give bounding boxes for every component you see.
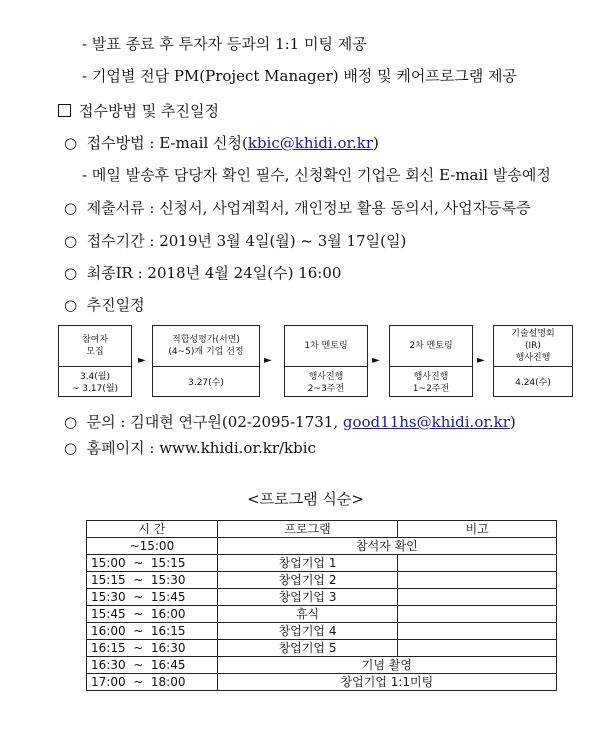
contact-close: ): [509, 413, 516, 431]
circle-bullet-icon: ○: [64, 232, 78, 250]
circle-bullet-icon: ○: [64, 413, 78, 431]
section-title-text: 접수방법 및 추진일정: [79, 102, 219, 120]
note-cell: [398, 572, 557, 589]
note-cell: [398, 589, 557, 606]
table-row: [87, 555, 557, 572]
col-header-note: 비고: [398, 521, 557, 538]
flow-step-date: 4.24(수): [515, 377, 551, 388]
arrow-right-icon: ►: [264, 355, 272, 366]
final-ir: [64, 263, 341, 283]
table-row: [87, 538, 557, 555]
checkbox-square-icon: [58, 104, 71, 117]
time-cell: 16:00 ~ 16:15: [87, 623, 218, 640]
table-row: [87, 657, 557, 674]
table-header-row: [87, 521, 557, 538]
time-cell: 15:00 ~ 15:15: [87, 555, 218, 572]
flow-step-1: [58, 325, 132, 397]
flow-step-3: [284, 325, 368, 397]
schedule-label-text: 추진일정: [86, 296, 145, 314]
circle-bullet-icon: ○: [64, 199, 78, 217]
flow-step-date: 3.27(수): [188, 377, 224, 388]
note-cell: [398, 555, 557, 572]
note-cell: [398, 623, 557, 640]
program-cell: 기념 촬영: [217, 657, 556, 674]
period: [64, 231, 406, 251]
circle-bullet-icon: ○: [64, 264, 78, 282]
table-row: [87, 589, 557, 606]
bullet-pm: - 기업별 전담 PM(Project Manager) 배정 및 케어프로그램 제공: [82, 67, 518, 85]
flow-step-date: 행사진행 1~2주전: [412, 371, 450, 394]
time-cell: 15:15 ~ 15:30: [87, 572, 218, 589]
table-row: [87, 623, 557, 640]
time-cell: 15:45 ~ 16:00: [87, 606, 218, 623]
homepage: [64, 438, 316, 458]
program-cell: 창업기업 3: [217, 589, 398, 606]
col-header-program: 프로그램: [217, 521, 398, 538]
program-title: <프로그램 식순>: [247, 490, 364, 508]
apply-note: - 메일 발송후 담당자 확인 필수, 신청확인 기업은 회신 E-mail 발송예정: [82, 166, 551, 184]
final-ir-text: 최종IR : 2018년 4월 24일(수) 16:00: [86, 264, 342, 282]
section-title: [58, 101, 219, 121]
circle-bullet-icon: ○: [64, 134, 78, 152]
flow-step-title: 참여자 모집: [59, 326, 131, 367]
time-cell: 15:30 ~ 15:45: [87, 589, 218, 606]
table-row: [87, 674, 557, 691]
note-cell: [398, 606, 557, 623]
program-cell: 창업기업 1:1미팅: [217, 674, 556, 691]
program-cell: 창업기업 1: [217, 555, 398, 572]
schedule-label: [64, 295, 145, 315]
contact-label: 문의 : 김대현 연구원(02-2095-1731,: [86, 413, 343, 431]
note-cell: [398, 640, 557, 657]
docs-text: 제출서류 : 신청서, 사업계획서, 개인정보 활용 동의서, 사업자등록증: [86, 199, 531, 217]
apply-close: ): [373, 134, 379, 152]
contact: [64, 412, 516, 432]
table-row: [87, 606, 557, 623]
time-cell: 17:00 ~ 18:00: [87, 674, 218, 691]
program-table: [86, 520, 557, 691]
arrow-right-icon: ►: [477, 355, 485, 366]
period-text: 접수기간 : 2019년 3월 4일(월) ~ 3월 17일(일): [86, 232, 407, 250]
program-cell: 참석자 확인: [217, 538, 556, 555]
apply-label: 접수방법 : E-mail 신청(: [86, 134, 248, 152]
contact-email-link[interactable]: good11hs@khidi.or.kr: [342, 413, 510, 431]
time-cell: 16:30 ~ 16:45: [87, 657, 218, 674]
arrow-right-icon: ►: [138, 355, 146, 366]
arrow-right-icon: ►: [372, 355, 380, 366]
circle-bullet-icon: ○: [64, 296, 78, 314]
time-cell: ~15:00: [87, 538, 218, 555]
program-cell: 창업기업 4: [217, 623, 398, 640]
flow-step-5: [493, 325, 573, 397]
time-cell: 16:15 ~ 16:30: [87, 640, 218, 657]
flow-step-date: 행사진행 2~3주전: [307, 371, 345, 394]
docs: [64, 198, 531, 218]
program-cell: 창업기업 5: [217, 640, 398, 657]
apply-email-link[interactable]: kbic@khidi.or.kr: [247, 134, 374, 152]
bullet-meeting: - 발표 종료 후 투자자 등과의 1:1 미팅 제공: [82, 35, 367, 53]
apply-method: [64, 133, 379, 153]
flow-step-4: [389, 325, 473, 397]
table-row: [87, 640, 557, 657]
program-cell: 창업기업 2: [217, 572, 398, 589]
flow-step-2: [152, 325, 260, 397]
flow-step-title: 1차 멘토링: [285, 326, 367, 367]
flow-step-title: 적합성평가(서면) (4~5)개 기업 선정: [153, 326, 259, 367]
circle-bullet-icon: ○: [64, 439, 78, 457]
program-cell: 휴식: [217, 606, 398, 623]
homepage-text: 홈페이지 : www.khidi.or.kr/kbic: [86, 439, 316, 457]
col-header-time: 시 간: [87, 521, 218, 538]
flow-step-title: 2차 멘토링: [390, 326, 472, 367]
flow-step-date: 3.4(월) ~ 3.17(월): [71, 371, 119, 394]
flow-step-title: 기술설명회 (IR) 행사진행: [494, 326, 572, 367]
table-row: [87, 572, 557, 589]
